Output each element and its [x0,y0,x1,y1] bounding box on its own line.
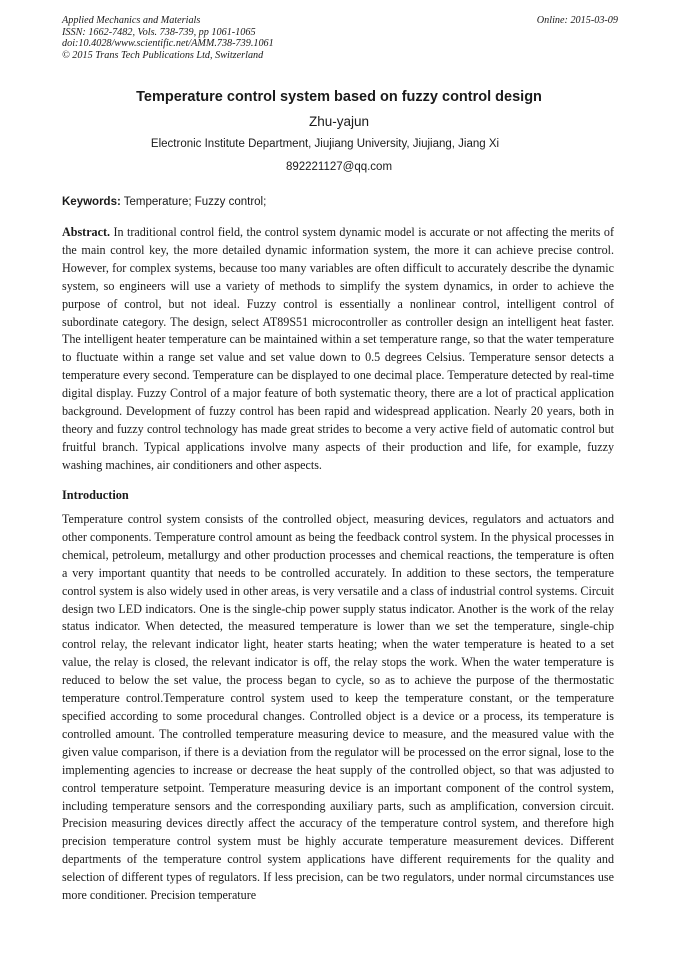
keywords-text: Temperature; Fuzzy control; [120,196,267,208]
keywords-line [62,196,618,208]
keywords-label: Keywords: [62,196,121,208]
abstract-text: In traditional control field, the control system dynamic model is accurate or not affecting the merits of the main control key, the more detailed dynamic information system, the more it can achieve precise control. However, for complex systems, because too many variables are often difficult to accurately describe the dynamic system, so engineers will use a variety of methods to simplify the system dynamics, in order to achieve the purpose of control, but not ideal. Fuzzy control is essentially a nonlinear control, intelligent control of subordinate category. The design, select AT89S51 microcontroller as controller design an intelligent heat faster. The intelligent heater temperature can be maintained within a set temperature range, so that the water temperature to fluctuate within a range set value and set value down to 0.5 degrees Celsius. Temperature sensor detects a temperature every second. Temperature can be displayed to one decimal place. Temperature detected by real-time digital display. Fuzzy Control of a major feature of both systematic theory, there are a lot of practical application background. Development of fuzzy control has been rapid and widespread application. Nearly 20 years, both in theory and fuzzy control technology has made great strides to become a very active field of automatic control but fruitful branch. Typical applications involve many aspects of their production and life, for example, fuzzy washing machines, air conditioners and other aspects. [62,225,614,472]
author-email: 892221127@qq.com [285,161,393,173]
abstract-paragraph [62,224,614,475]
copyright-line: © 2015 Trans Tech Publications Ltd, Switzerland [62,49,264,61]
online-date: Online: 2015-03-09 [536,15,618,26]
introduction-paragraph: Temperature control system consists of the controlled object, measuring devices, regulators and actuators and other components. Temperature control amount as being the feedback control system. In the physical processes in chemical, petroleum, metallurgy and other production processes and chemical reactions, the temperature is often a very important quantity that needs to be controlled accurately. In addition to these sectors, the temperature control system is also widely used in other areas, is very versatile and a class of industrial control systems. Circuit design two LED indicators. One is the single-chip power supply status indicator. Another is the work of the relay status indicator. When detected, the measured temperature is lower than we set the temperature, single-chip control relay, the relevant indicator light, heater starts heating; when the water temperature is heated to a set value, the relay is closed, the relevant indicator is off, the relay stops the work. When the water temperature is reduced to below the set value, the process began to cycle, so as to achieve the purpose of the thermostatic temperature control.Temperature control system used to keep the temperature constant, or the temperature specified according to some procedural changes. Controlled object is a device or a process, its temperature is controlled amount. The controlled temperature measuring device to measure, and the measured value with the given value comparison, if there is a deviation from the regulator will be processed on the error signal, lose to the implementing agencies to increase or decrease the heat supply of the controlled object, so that was adjusted to control temperature setpoint. Temperature measuring device is an important component of the control system, including temperature sensors and the corresponding auxiliary parts, such as amplification, conversion circuit. Precision measuring devices directly affect the accuracy of the temperature control system, and therefore high precision temperature control system must be highly accurate temperature measurement devices. Different departments of the temperature control system applications have different requirements for the quality and selection of different types of regulators. If less precision, can be two regulators, under normal circumstances use more conditioner. Precision temperature [62,512,614,903]
issn-line: ISSN: 1662-7482, Vols. 738-739, pp 1061-1065 [62,26,256,38]
journal-name: Applied Mechanics and Materials [62,15,201,26]
affiliation: Electronic Institute Department, Jiujiang University, Jiujiang, Jiang Xi [150,138,500,150]
journal-header [62,15,618,61]
abstract-label: Abstract. [62,225,111,239]
paper-title: Temperature control system based on fuzzy control design [136,89,542,105]
author-name: Zhu-yajun [308,114,370,129]
section-heading-introduction: Introduction [62,488,129,502]
doi-line: doi:10.4028/www.scientific.net/AMM.738-739.1061 [62,38,274,50]
